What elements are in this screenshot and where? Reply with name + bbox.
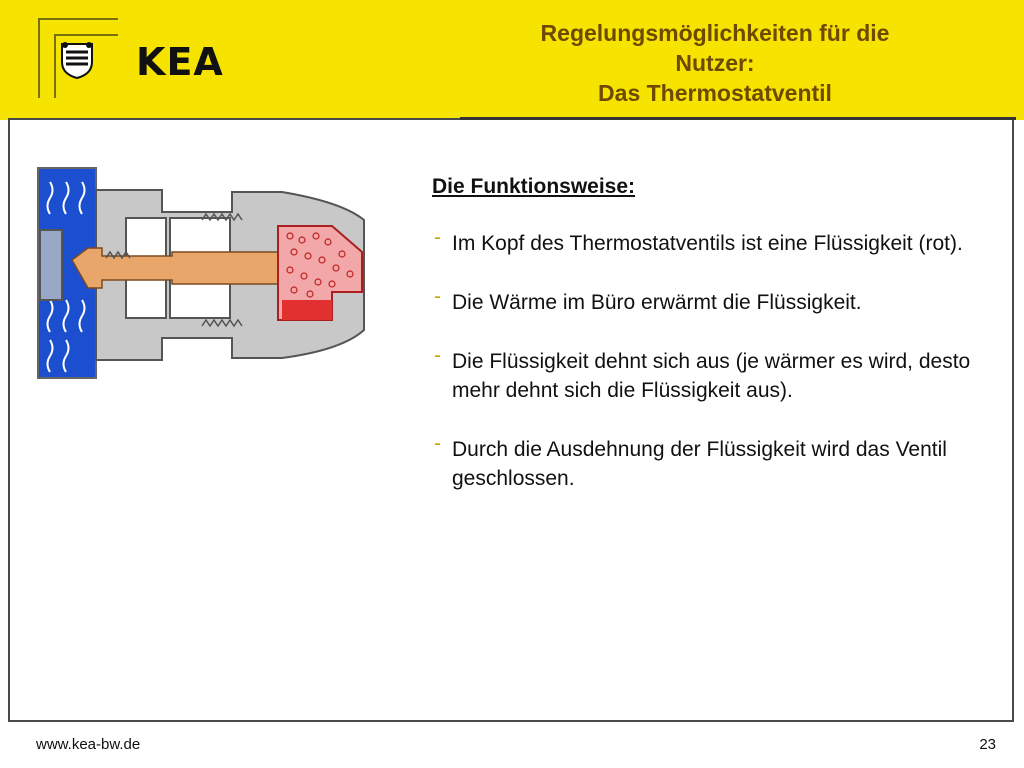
title-line: Regelungsmöglichkeiten für die (540, 20, 890, 46)
page-number: 23 (979, 736, 996, 753)
explanation-text (432, 172, 992, 523)
list-item: - Durch die Ausdehnung der Flüssigkeit wird das Ventil geschlossen. (432, 435, 992, 493)
page-title (460, 18, 970, 108)
title-line: Das Thermostatventil (598, 80, 832, 106)
bullet-dash: - (434, 285, 441, 308)
list-item: - Die Wärme im Büro erwärmt die Flüssigkeit. (432, 288, 992, 317)
section-heading: Die Funktionsweise: (432, 175, 636, 198)
list-item: - Die Flüssigkeit dehnt sich aus (je wärmer es wird, desto mehr dehnt sich die Flüssigkeit aus). (432, 347, 992, 405)
footer-url-link[interactable]: www.kea-bw.de (36, 736, 141, 753)
bullet-dash: - (434, 344, 441, 367)
thermostat-valve-diagram (32, 160, 382, 385)
bullet-dash: - (434, 226, 441, 249)
liquid-fill (282, 300, 332, 320)
coat-of-arms-icon (58, 40, 96, 80)
list-item: - Im Kopf des Thermostatventils ist eine Flüssigkeit (rot). (432, 229, 992, 258)
title-line: Nutzer: (675, 50, 755, 76)
divider (460, 117, 1016, 120)
brand-name: KEA (136, 40, 224, 84)
bullet-dash: - (434, 432, 441, 455)
